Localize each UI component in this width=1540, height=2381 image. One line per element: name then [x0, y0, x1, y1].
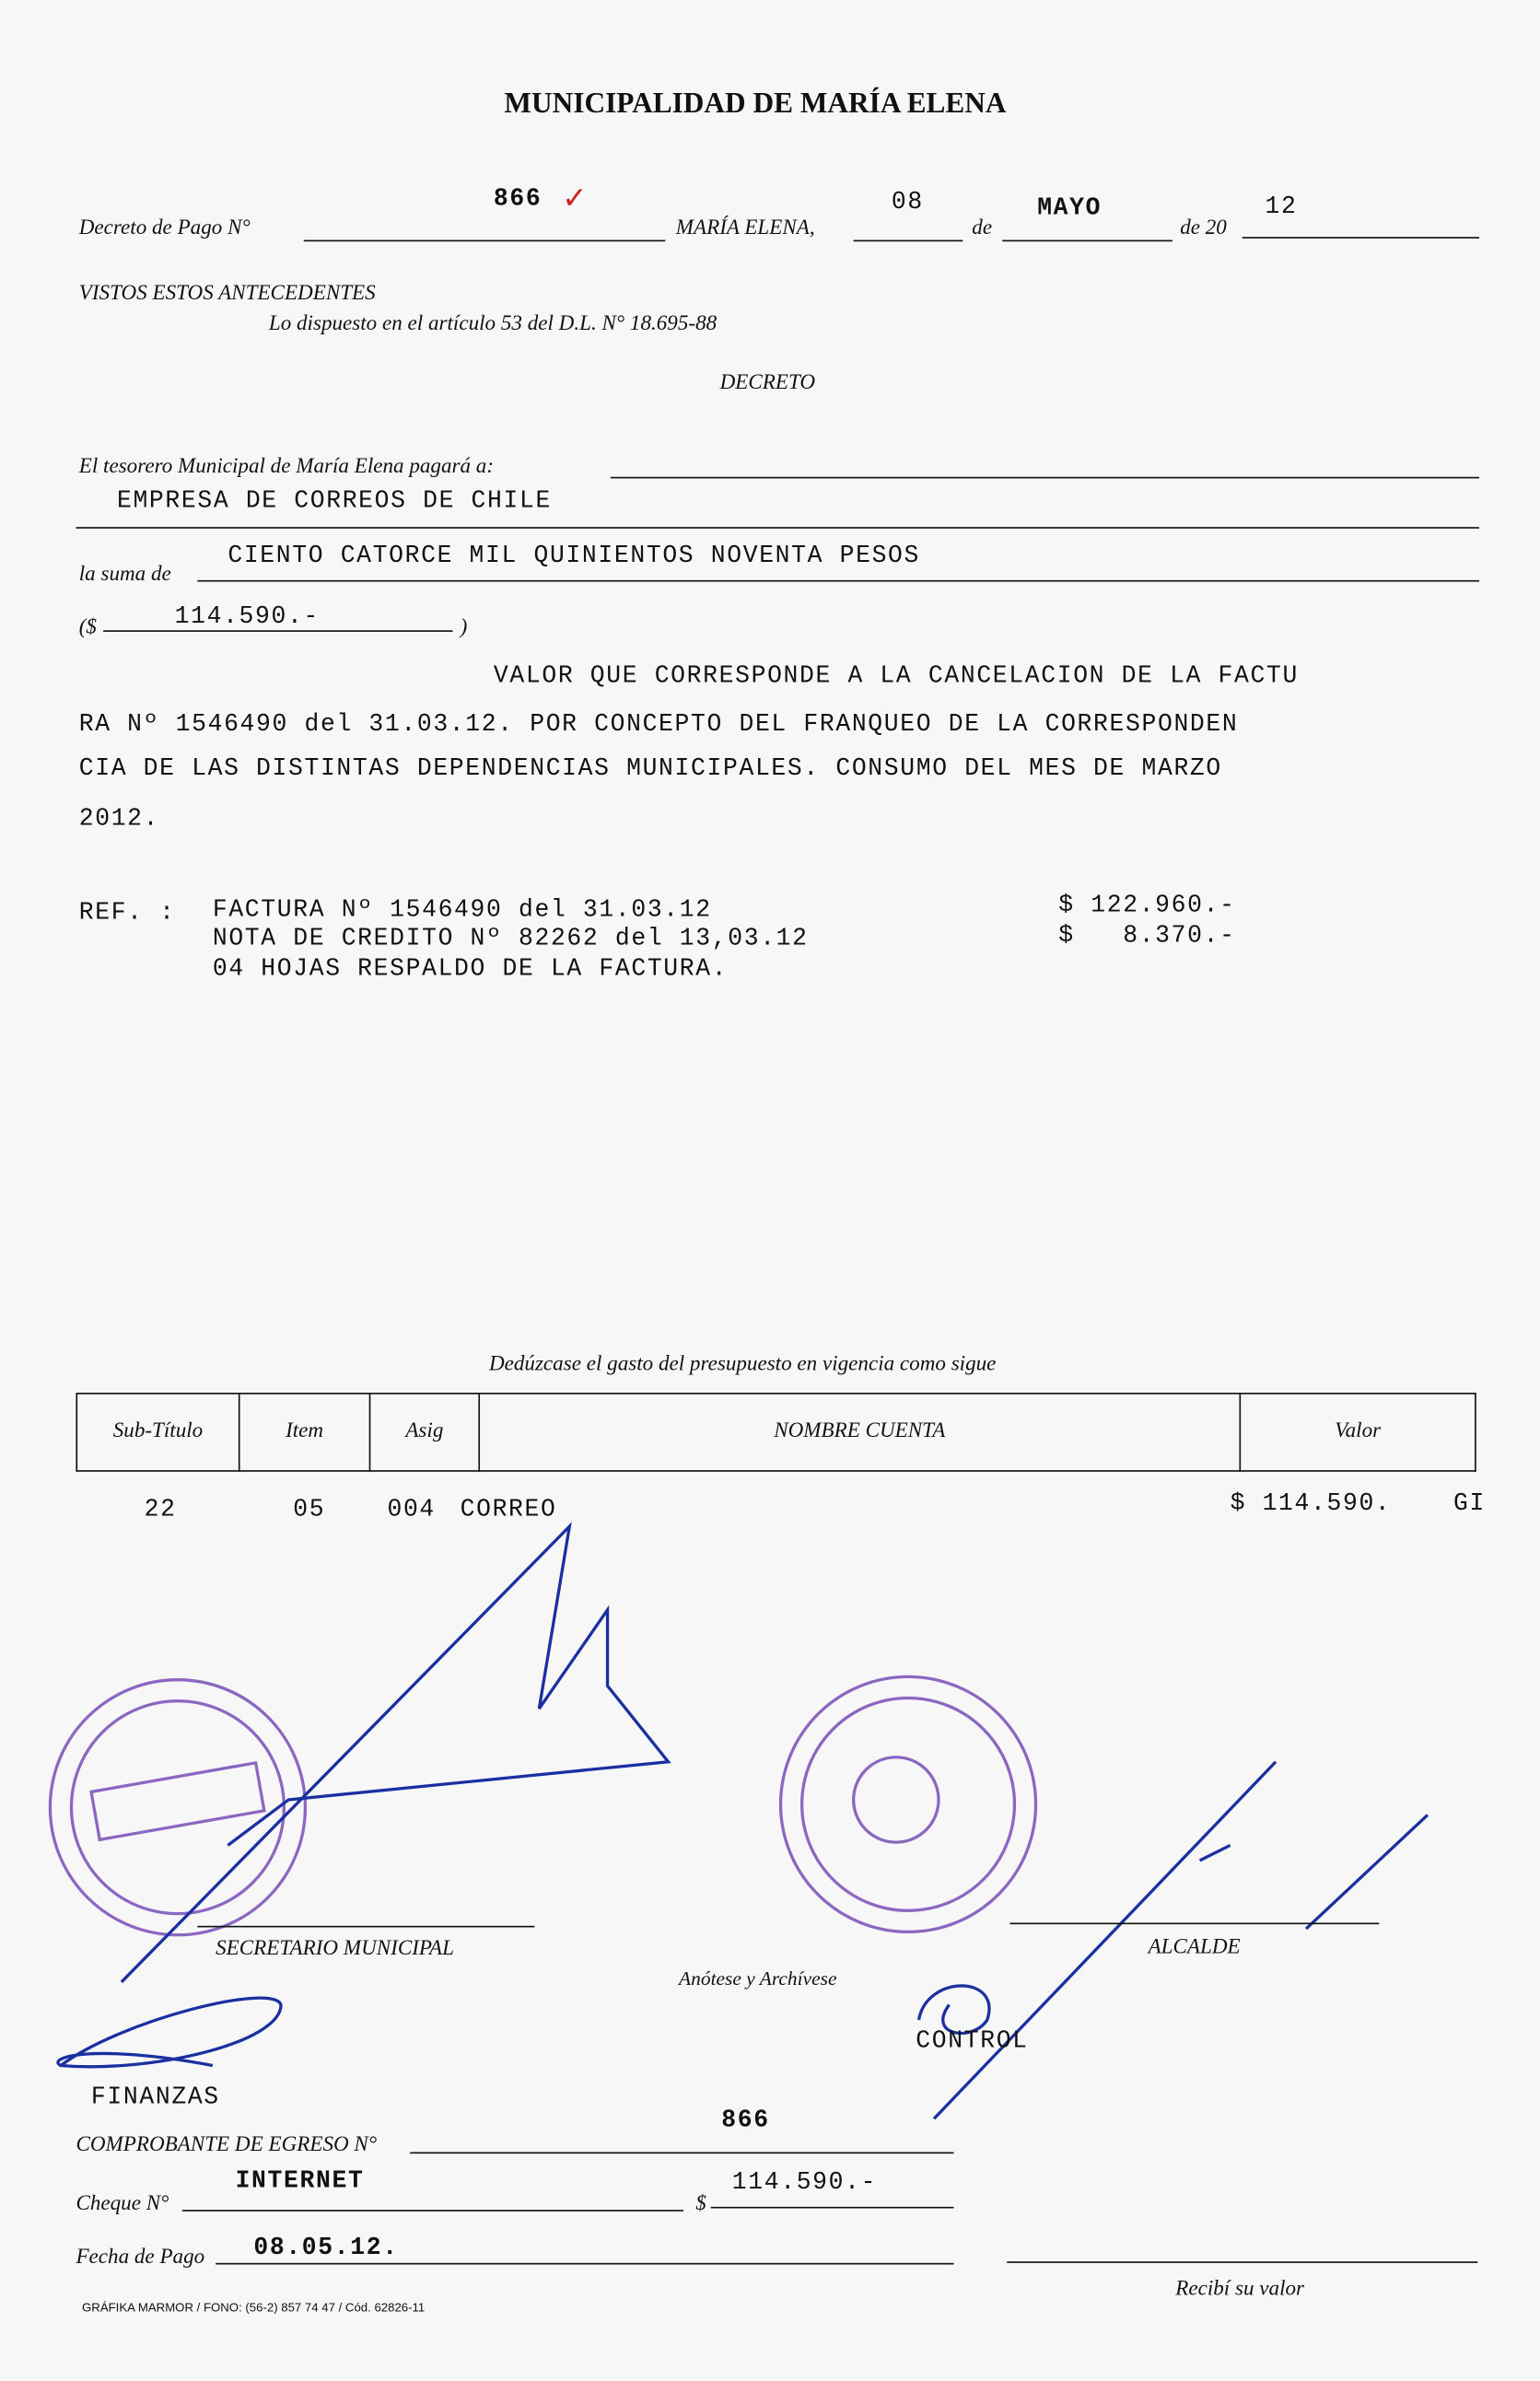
payee-label: El tesorero Municipal de María Elena pagará a: [78, 455, 495, 479]
row-item: 05 [293, 1496, 326, 1523]
cheque-amount: 114.590.- [731, 2168, 878, 2197]
header-subtitulo: Sub-Título [76, 1394, 239, 1471]
printer-info: GRÁFIKA MARMOR / FONO: (56-2) 857 74 47 / Cód. 62826-11 [82, 2301, 426, 2315]
ref-label: REF. : [78, 899, 176, 927]
sum-in-words: CIENTO CATORCE MIL QUINIENTOS NOVENTA PESOS [228, 542, 921, 570]
row-subtitulo: 22 [144, 1496, 177, 1523]
secretaria-stamp [50, 1680, 305, 1935]
amount-value: 114.590.- [174, 602, 320, 631]
description-line: RA Nº 1546490 del 31.03.12. POR CONCEPTO DEL FRANQUEO DE LA CORRESPONDEN [78, 710, 1239, 739]
row-asig: 004 [387, 1496, 436, 1523]
ref-item: 04 HOJAS RESPALDO DE LA FACTURA. [212, 955, 729, 983]
amount-close: ) [460, 616, 468, 640]
row-valor: $ 114.590. [1230, 1489, 1392, 1518]
recibi-label: Recibí su valor [1175, 2278, 1305, 2302]
dollar-sign: $ [695, 2193, 706, 2216]
row-cuenta: CORREO [460, 1496, 557, 1523]
document-title: MUNICIPALIDAD DE MARÍA ELENA [504, 88, 1007, 121]
header-nombre-cuenta: NOMBRE CUENTA [479, 1394, 1240, 1471]
header-asig: Asig [370, 1394, 480, 1471]
cheque-label: Cheque N° [76, 2193, 169, 2216]
decreto-heading: DECRETO [719, 371, 816, 395]
sum-label: la suma de [78, 563, 171, 587]
header-item: Item [239, 1394, 370, 1471]
legal-basis: Lo dispuesto en el artículo 53 del D.L. N° 18.695-88 [268, 312, 718, 336]
decree-day: 08 [891, 188, 924, 216]
comprobante-number: 866 [721, 2107, 770, 2134]
amount-open: ($ [78, 616, 97, 640]
decree-number-label: Decreto de Pago N° [78, 216, 251, 240]
year-label: de 20 [1180, 216, 1227, 240]
row-extra: GI [1452, 1489, 1486, 1518]
signatures [58, 1526, 1428, 2118]
decree-year: 12 [1265, 193, 1298, 221]
decree-number: 866 [493, 185, 542, 213]
payee-name: EMPRESA DE CORREOS DE CHILE [116, 487, 552, 515]
secretario-label: SECRETARIO MUNICIPAL [216, 1937, 454, 1961]
de-label: de [972, 216, 993, 240]
comprobante-label: COMPROBANTE DE EGRESO N° [76, 2133, 378, 2157]
ref-amount: $ 122.960.- [1058, 891, 1236, 919]
description-line: CIA DE LAS DISTINTAS DEPENDENCIAS MUNICIPALES. CONSUMO DEL MES DE MARZO [78, 754, 1222, 783]
checkmark-icon: ✓ [562, 181, 588, 216]
description-line: VALOR QUE CORRESPONDE A LA CANCELACION DE LA FACTU [493, 661, 1299, 690]
ref-item: NOTA DE CREDITO Nº 82262 del 13,03.12 [212, 925, 809, 952]
ref-item: FACTURA Nº 1546490 del 31.03.12 [212, 895, 712, 924]
control-label: CONTROL [916, 2027, 1029, 2055]
ref-amount: $ 8.370.- [1058, 921, 1236, 950]
header-valor: Valor [1240, 1394, 1476, 1471]
alcalde-label: ALCALDE [1148, 1936, 1241, 1960]
fecha-label: Fecha de Pago [76, 2246, 205, 2270]
fecha-pago: 08.05.12. [253, 2234, 399, 2262]
description-line: 2012. [78, 804, 160, 833]
alcaldia-stamp [781, 1676, 1036, 1932]
decree-month: MAYO [1037, 194, 1102, 222]
budget-caption: Dedúzcase el gasto del presupuesto en vigencia como sigue [488, 1353, 997, 1376]
finanzas-label: FINANZAS [90, 2083, 220, 2111]
cheque-number: INTERNET [235, 2166, 365, 2195]
anotese-label: Anótese y Archívese [679, 1967, 837, 1990]
place-label: MARÍA ELENA, [675, 216, 815, 240]
vistos-heading: VISTOS ESTOS ANTECEDENTES [78, 282, 376, 306]
